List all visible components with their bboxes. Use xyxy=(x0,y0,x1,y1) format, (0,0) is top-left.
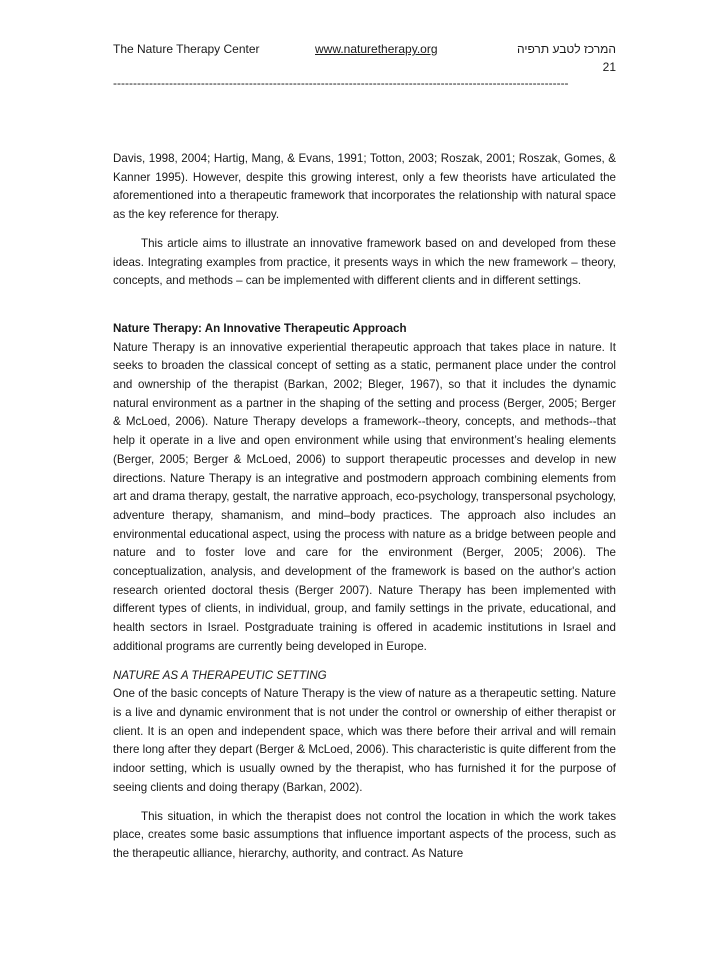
paragraph-situation: This situation, in which the therapist does not control the location in which the work takes place, creates some basic assumptions that influence important aspects of the process, such as the therapeutic alliance, hierarchy, authority, and contract. As Nature xyxy=(113,809,616,860)
spacer xyxy=(113,90,616,150)
document-page xyxy=(113,40,616,864)
header-website-link[interactable]: www.naturetherapy.org xyxy=(315,42,438,56)
section-heading-nature-therapy: Nature Therapy: An Innovative Therapeutic Approach xyxy=(113,321,407,335)
section-heading-therapeutic-setting: NATURE AS A THERAPEUTIC SETTING xyxy=(113,668,327,682)
paragraph-nature-therapy: Nature Therapy is an innovative experiential therapeutic approach that takes place in nature. It seeks to broaden the classical concept of setting as a static, permanent place under the control and ownership of the therapist (Barkan, 2002; Bleger, 1967), so that it includes the dynamic natural environment as a partner in the shaping of the setting and process (Berger, 2005; Berger & McLoed, 2006). Nature Therapy develops a framework--theory, concepts, and methods--that help it operate in a live and open environment while using that environment’s healing elements (Berger, 2005; Berger & McLoed, 2006) to support therapeutic processes and develop in new directions. Nature Therapy is an integrative and postmodern approach combining elements from art and drama therapy, gestalt, the narrative approach, eco-psychology, transpersonal psychology, adventure therapy, shamanism, and mind–body practices. The approach also includes an environmental educational aspect, using the process with nature as a bridge between people and nature and to foster love and care for the environment (Berger, 2005; 2006). The conceptualization, analysis, and development of the framework is based on the author's action research oriented doctoral thesis (Berger 2007). Nature Therapy has been implemented with different types of clients, in individual, group, and family settings in the private, educational, and health sectors in Israel. Postgraduate training is offered in academic institutions in Israel and additional programs are currently being developed in Europe. xyxy=(113,340,616,653)
header-divider: ------------------------------------------------------------------------------------------------------------------ xyxy=(113,76,569,90)
page-number: 21 xyxy=(602,60,616,74)
paragraph-intro-citations: Davis, 1998, 2004; Hartig, Mang, & Evans, 1991; Totton, 2003; Roszak, 2001; Roszak, Gomes, & Kanner 1995). However, despite this growing interest, only a few theorists have articulated the aforementioned into a therapeutic framework that incorporates the relationship with natural space as the key reference for therapy. xyxy=(113,152,616,222)
paragraph-therapeutic-setting: One of the basic concepts of Nature Therapy is the view of nature as a therapeutic setting. Nature is a live and dynamic environment that is not under the control or ownership of either therapist or client. It is an open and independent space, which was there before their arrival and will remain there long after they depart (Berger & McLoed, 2006). This characteristic is quite different from the indoor setting, which is usually owned by the therapist, who has furnished it for the purpose of seeing clients and doing therapy (Barkan, 2002). xyxy=(113,687,616,794)
header-hebrew-name: המרכז לטבע תרפיה xyxy=(516,42,616,56)
header-org-name: The Nature Therapy Center xyxy=(113,42,260,56)
paragraph-article-aim: This article aims to illustrate an innovative framework based on and developed from these ideas. Integrating examples from practice, it presents ways in which the new framework – theory, concepts, and methods – can be implemented with different clients and in different settings. xyxy=(113,236,616,288)
running-header xyxy=(113,40,616,58)
